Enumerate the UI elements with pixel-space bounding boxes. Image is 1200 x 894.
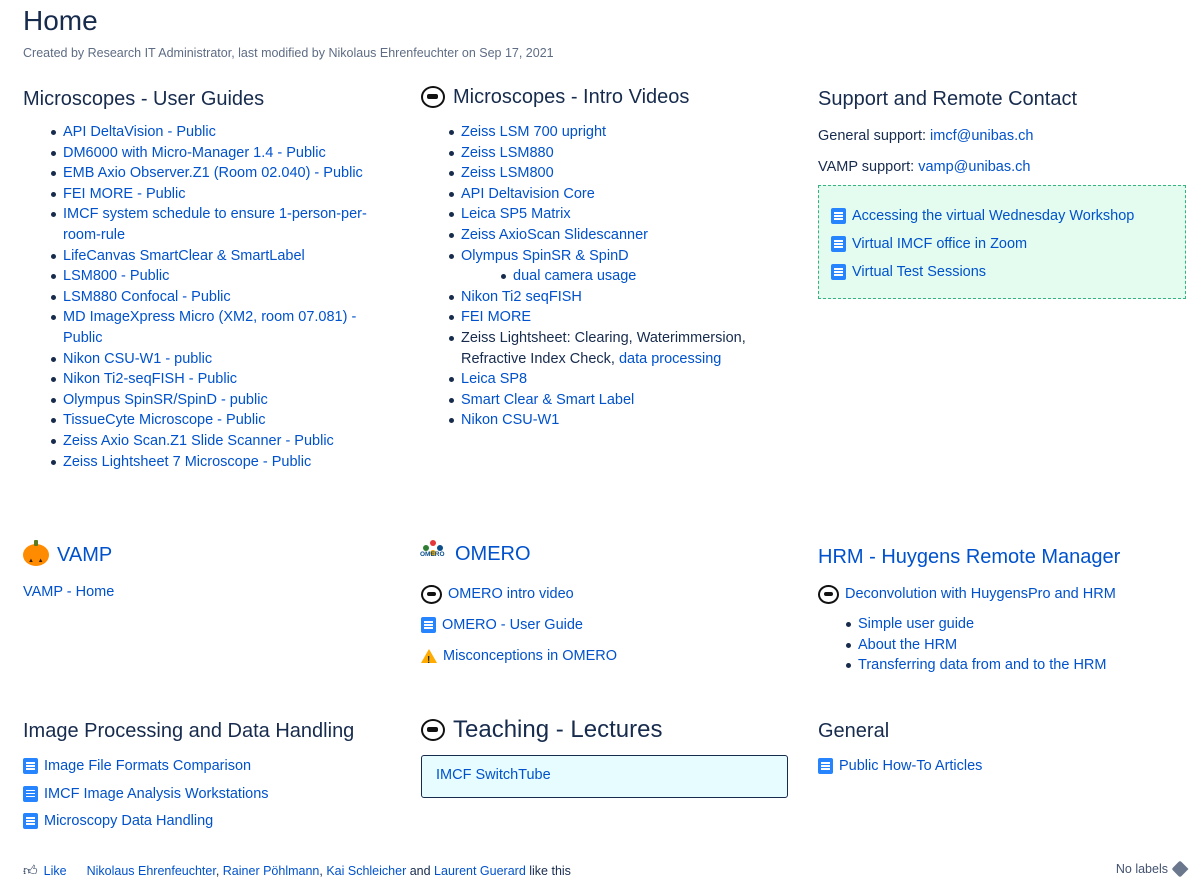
image-processing-link[interactable]: IMCF Image Analysis Workstations xyxy=(44,785,269,802)
intro-video-link[interactable]: Zeiss LSM 700 upright xyxy=(461,124,607,140)
vamp-home-link[interactable]: VAMP - Home xyxy=(23,584,115,600)
omero-logo-icon xyxy=(421,540,447,568)
list-item xyxy=(51,246,383,267)
list-item xyxy=(449,287,761,308)
list-item xyxy=(449,307,761,328)
liker-link[interactable]: Nikolaus Ehrenfeuchter xyxy=(86,863,216,878)
panel-link-row xyxy=(831,262,1173,282)
omero-misconceptions-link[interactable]: Misconceptions in OMERO xyxy=(443,648,618,664)
page-icon xyxy=(23,786,38,802)
image-processing-row xyxy=(23,784,393,804)
omero-user-guide-link[interactable]: OMERO - User Guide xyxy=(442,617,583,633)
list-item xyxy=(51,184,383,205)
list-item xyxy=(51,369,383,390)
support-heading: Support and Remote Contact xyxy=(818,88,1078,110)
hrm-list xyxy=(818,614,1188,676)
list-item xyxy=(51,431,383,452)
hrm-link[interactable]: Simple user guide xyxy=(858,616,975,632)
hrm-heading-wrap xyxy=(818,544,1188,570)
teaching-section xyxy=(421,715,788,798)
user-guide-link[interactable]: FEI MORE - Public xyxy=(63,185,186,202)
youtube-icon xyxy=(421,585,442,604)
image-processing-row xyxy=(23,756,393,776)
user-guide-link[interactable]: LSM800 - Public xyxy=(63,268,170,285)
remote-contact-panel xyxy=(818,185,1186,299)
list-item xyxy=(449,143,761,164)
like-button[interactable]: Like xyxy=(43,863,67,878)
page-title: Home xyxy=(23,5,98,36)
user-guide-link[interactable]: Olympus SpinSR/SpinD - public xyxy=(63,391,268,408)
image-processing-link[interactable]: Image File Formats Comparison xyxy=(44,758,252,774)
user-guides-section xyxy=(23,86,393,472)
intro-videos-heading-wrap xyxy=(421,84,791,110)
page-icon xyxy=(831,264,846,280)
intro-video-link[interactable]: Zeiss LSM880 xyxy=(461,144,554,161)
vamp-support-line xyxy=(818,157,1186,177)
vamp-section xyxy=(23,542,393,602)
virtual-session-link[interactable]: Virtual IMCF office in Zoom xyxy=(852,236,1028,252)
hrm-section xyxy=(818,544,1188,676)
like-bar xyxy=(23,862,571,879)
list-item xyxy=(449,390,761,411)
image-processing-link[interactable]: Microscopy Data Handling xyxy=(44,813,214,829)
user-guide-link[interactable]: EMB Axio Observer.Z1 (Room 02.040) - Public xyxy=(63,165,363,182)
page-icon xyxy=(421,617,436,633)
user-guide-link[interactable]: LSM880 Confocal - Public xyxy=(63,288,231,305)
youtube-icon xyxy=(421,86,445,108)
image-processing-list xyxy=(23,756,393,831)
omero-section xyxy=(421,540,791,666)
vamp-support-email[interactable]: vamp@unibas.ch xyxy=(918,159,1031,175)
panel-link-row xyxy=(831,234,1173,254)
list-item xyxy=(501,266,761,287)
page-icon xyxy=(23,813,38,829)
omero-heading-wrap xyxy=(421,540,791,568)
no-labels-text: No labels xyxy=(1115,862,1168,876)
intro-videos-heading: Microscopes - Intro Videos xyxy=(453,86,690,108)
pumpkin-icon xyxy=(23,544,49,566)
hrm-deconvolution-link[interactable]: Deconvolution with HuygensPro and HRM xyxy=(845,586,1116,602)
list-item xyxy=(449,163,761,184)
user-guide-link[interactable]: Nikon CSU-W1 - public xyxy=(63,350,213,367)
vamp-heading-wrap xyxy=(23,542,393,568)
user-guide-link[interactable]: API DeltaVision - Public xyxy=(63,124,216,140)
omero-intro-video-link[interactable]: OMERO intro video xyxy=(448,586,574,602)
list-item xyxy=(51,287,383,308)
liker-link[interactable]: Laurent Guerard xyxy=(434,863,526,878)
intro-videos-list xyxy=(421,122,761,431)
list-item xyxy=(51,143,383,164)
and-text: and xyxy=(406,863,435,878)
user-guide-link[interactable]: IMCF system schedule to ensure 1-person-per-room-rule xyxy=(63,206,367,243)
general-section xyxy=(818,718,1188,776)
intro-video-link[interactable]: FEI MORE xyxy=(461,309,532,326)
panel-link-row xyxy=(831,206,1173,226)
user-guide-link[interactable]: TissueCyte Microscope - Public xyxy=(63,412,266,429)
user-guides-heading: Microscopes - User Guides xyxy=(23,88,265,110)
hrm-link[interactable]: About the HRM xyxy=(858,636,958,653)
warning-icon xyxy=(421,649,437,663)
tag-icon[interactable] xyxy=(1172,861,1189,878)
youtube-icon xyxy=(421,719,445,741)
intro-video-link[interactable]: Leica SP5 Matrix xyxy=(461,206,571,223)
general-support-label: General support: xyxy=(818,128,927,144)
hrm-heading-link[interactable]: HRM - Huygens Remote Manager xyxy=(818,546,1121,568)
image-processing-section xyxy=(23,718,393,839)
intro-videos-section xyxy=(421,84,791,431)
list-item xyxy=(449,122,761,143)
list-item xyxy=(449,204,761,225)
likers-list: Nikolaus Ehrenfeuchter, Rainer Pöhlmann, Kai Schleicher and Laurent Guerard like this xyxy=(86,863,571,878)
page-icon xyxy=(23,758,38,774)
list-item xyxy=(51,390,383,411)
general-heading: General xyxy=(818,720,890,742)
vamp-heading-link[interactable]: VAMP xyxy=(57,544,113,566)
user-guide-link[interactable]: LifeCanvas SmartClear & SmartLabel xyxy=(63,247,305,264)
dual-camera-link[interactable]: dual camera usage xyxy=(513,268,637,285)
image-processing-row xyxy=(23,811,393,831)
like-this-text: like this xyxy=(525,863,571,878)
list-item xyxy=(449,328,761,369)
intro-video-link[interactable]: Smart Clear & Smart Label xyxy=(461,391,635,408)
list-item xyxy=(449,246,761,287)
intro-video-link[interactable]: Zeiss AxioScan Slidescanner xyxy=(461,226,648,243)
page-icon xyxy=(831,236,846,252)
list-item xyxy=(846,655,1188,676)
list-item xyxy=(846,614,1188,635)
list-item xyxy=(449,410,761,431)
list-item xyxy=(51,349,383,370)
intro-video-link[interactable]: Nikon CSU-W1 xyxy=(461,412,560,429)
page-icon xyxy=(831,208,846,224)
teaching-heading: Teaching - Lectures xyxy=(453,716,663,743)
list-item xyxy=(51,307,383,348)
teaching-panel xyxy=(421,755,788,798)
data-processing-link[interactable]: data processing xyxy=(618,350,722,367)
virtual-session-link[interactable]: Accessing the virtual Wednesday Workshop xyxy=(852,208,1135,224)
list-item xyxy=(449,225,761,246)
list-item xyxy=(449,184,761,205)
virtual-session-link[interactable]: Virtual Test Sessions xyxy=(852,264,987,280)
thumbs-up-icon[interactable]: 👍︎ xyxy=(23,862,38,878)
user-guide-link[interactable]: Zeiss Lightsheet 7 Microscope - Public xyxy=(63,453,312,470)
general-support-email[interactable]: imcf@unibas.ch xyxy=(930,128,1034,144)
public-how-to-link[interactable]: Public How-To Articles xyxy=(839,758,983,774)
youtube-icon xyxy=(818,585,839,604)
list-item xyxy=(51,204,383,245)
page-icon xyxy=(818,758,833,774)
labels-area xyxy=(1116,862,1186,876)
intro-video-link[interactable]: Zeiss LSM800 xyxy=(461,165,554,182)
user-guide-link[interactable]: MD ImageXpress Micro (XM2, room 07.081) - Public xyxy=(63,309,357,346)
list-item xyxy=(51,410,383,431)
intro-video-link[interactable]: Nikon Ti2 seqFISH xyxy=(461,288,582,305)
vamp-support-label: VAMP support: xyxy=(818,159,915,175)
list-item xyxy=(51,163,383,184)
switchtube-link[interactable]: IMCF SwitchTube xyxy=(436,767,551,783)
omero-heading-link[interactable]: OMERO xyxy=(455,543,531,565)
page-meta: Created by Research IT Administrator, last modified by Nikolaus Ehrenfeuchter on Sep 17, 2021 xyxy=(23,46,554,60)
omero-logo-text: OMERO xyxy=(420,551,445,558)
lightsheet-text: Zeiss Lightsheet: Clearing, Waterimmersion, Refractive Index Check, xyxy=(461,329,746,367)
list-item xyxy=(51,266,383,287)
user-guide-link[interactable]: DM6000 with Micro-Manager 1.4 - Public xyxy=(63,144,326,161)
liker-link[interactable]: Rainer Pöhlmann xyxy=(222,863,320,878)
hrm-link[interactable]: Transferring data from and to the HRM xyxy=(858,657,1107,674)
list-item xyxy=(846,635,1188,656)
list-item xyxy=(51,452,383,473)
general-support-line xyxy=(818,126,1186,146)
list-item xyxy=(51,122,383,143)
support-section xyxy=(818,86,1186,299)
liker-link[interactable]: Kai Schleicher xyxy=(326,863,407,878)
user-guide-link[interactable]: Zeiss Axio Scan.Z1 Slide Scanner - Public xyxy=(63,432,334,449)
intro-video-link[interactable]: API Deltavision Core xyxy=(461,185,595,202)
intro-video-link[interactable]: Olympus SpinSR & SpinD xyxy=(461,247,629,264)
teaching-heading-wrap xyxy=(421,715,788,745)
intro-video-link[interactable]: Leica SP8 xyxy=(461,371,528,388)
list-item xyxy=(449,369,761,390)
image-processing-heading: Image Processing and Data Handling xyxy=(23,720,355,742)
user-guide-link[interactable]: Nikon Ti2-seqFISH - Public xyxy=(63,371,238,388)
sub-list xyxy=(461,266,761,287)
user-guides-list xyxy=(23,122,383,472)
